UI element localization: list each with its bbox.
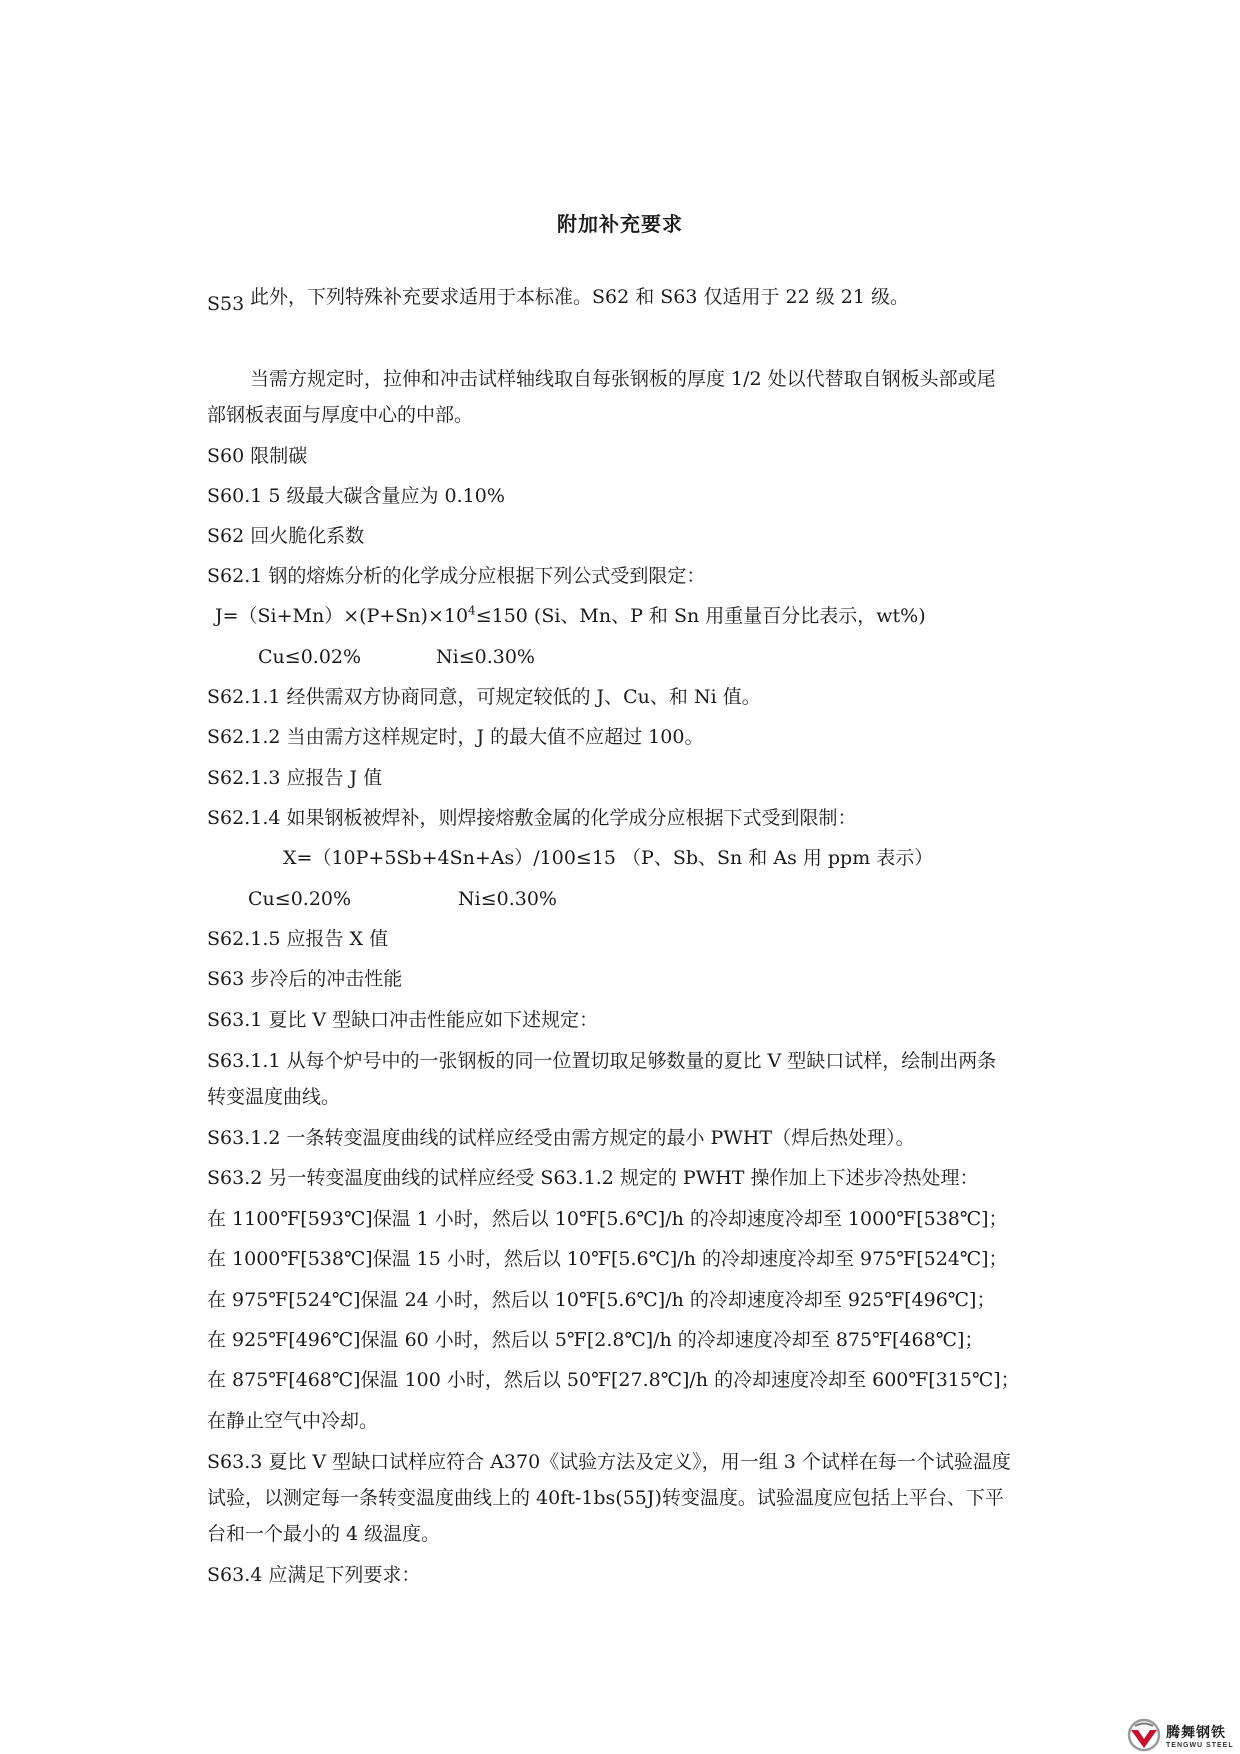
section-s53-heading: S53 bbox=[207, 293, 245, 315]
s53-text-line1: 当需方规定时，拉伸和冲击试样轴线取自每张钢板的厚度 1/2 处以代替取自钢板头部或尾 bbox=[250, 368, 996, 390]
ni-limit-1: Ni≤0.30% bbox=[436, 646, 535, 668]
formula-x: X=（10P+5Sb+4Sn+As）/100≤15 （P、Sb、Sn 和 As 用 ppm 表示） bbox=[283, 847, 934, 869]
s62-1-3-text: S62.1.3 应报告 J 值 bbox=[207, 767, 383, 789]
formula-j: $J=(Si+Mn)\times(P+Sn)\times 10^4\le 150$ (Si、Mn、P 和 Sn 用重量百分比表示，wt%) bbox=[215, 603, 926, 627]
s53-text-line2: 部钢板表面与厚度中心的中部。 bbox=[207, 404, 474, 426]
s63-3-text-line2: 试验，以测定每一条转变温度曲线上的 40ft-1bs(55J)转变温度。试验温度应包括上平台、下平 bbox=[207, 1487, 1004, 1509]
page-title: 附加补充要求 bbox=[557, 212, 683, 236]
s62-1-5-text: S62.1.5 应报告 X 值 bbox=[207, 928, 389, 950]
intro-paragraph: 此外，下列特殊补充要求适用于本标准。S62 和 S63 仅适用于 22 级 21 级。 bbox=[250, 286, 910, 308]
company-logo bbox=[1125, 1716, 1240, 1754]
s62-1-4-text: S62.1.4 如果钢板被焊补，则焊接熔敷金属的化学成分应根据下式受到限制： bbox=[207, 807, 857, 829]
s63-1-1-text-line2: 转变温度曲线。 bbox=[207, 1086, 341, 1108]
step-cool-line-4: 在 925℉[496℃]保温 60 小时，然后以 5℉[2.8℃]/h 的冷却速度冷却至 875℉[468℃]； bbox=[207, 1329, 984, 1351]
s62-1-text: S62.1 钢的熔炼分析的化学成分应根据下列公式受到限定： bbox=[207, 565, 706, 587]
s60-1-text: S60.1 5 级最大碳含量应为 0.10% bbox=[207, 485, 505, 507]
s63-3-text-line3: 台和一个最小的 4 级温度。 bbox=[207, 1523, 441, 1545]
logo-en-text: TENGWU STEEL bbox=[1166, 1741, 1234, 1749]
ni-limit-2: Ni≤0.30% bbox=[458, 888, 557, 910]
cu-limit-1: Cu≤0.02% bbox=[258, 646, 362, 668]
s62-1-2-text: S62.1.2 当由需方这样规定时，J 的最大值不应超过 100。 bbox=[207, 726, 704, 748]
still-air-cool-text: 在静止空气中冷却。 bbox=[207, 1410, 379, 1432]
logo-cn-text: 腾舞钢铁 bbox=[1166, 1724, 1226, 1741]
s62-1-1-text: S62.1.1 经供需双方协商同意，可规定较低的 J、Cu、和 Ni 值。 bbox=[207, 686, 761, 708]
step-cool-line-2: 在 1000℉[538℃]保温 15 小时，然后以 10℉[5.6℃]/h 的冷却速度冷却至 975℉[524℃]； bbox=[207, 1248, 1008, 1270]
s63-2-text: S63.2 另一转变温度曲线的试样应经受 S63.1.2 规定的 PWHT 操作加上下述步冷热处理： bbox=[207, 1167, 979, 1189]
step-cool-line-1: 在 1100℉[593℃]保温 1 小时，然后以 10℉[5.6℃]/h 的冷却速度冷却至 1000℉[538℃]； bbox=[207, 1208, 1008, 1230]
section-s63-heading: S63 步冷后的冲击性能 bbox=[207, 968, 403, 990]
s63-4-text: S63.4 应满足下列要求： bbox=[207, 1564, 421, 1586]
tengwu-logo-icon bbox=[1125, 1718, 1163, 1752]
s63-3-text-line1: S63.3 夏比 V 型缺口试样应符合 A370《试验方法及定义》，用一组 3 个试样在每一个试验温度 bbox=[207, 1451, 1011, 1473]
section-s60-heading: S60 限制碳 bbox=[207, 445, 308, 467]
s63-1-2-text: S63.1.2 一条转变温度曲线的试样应经受由需方规定的最小 PWHT（焊后热处理）。 bbox=[207, 1127, 915, 1149]
cu-limit-2: Cu≤0.20% bbox=[248, 888, 352, 910]
step-cool-line-5: 在 875℉[468℃]保温 100 小时，然后以 50℉[27.8℃]/h 的冷却速度冷却至 600℉[315℃]； bbox=[207, 1369, 1020, 1391]
section-s62-heading: S62 回火脆化系数 bbox=[207, 525, 365, 547]
s63-1-1-text-line1: S63.1.1 从每个炉号中的一张钢板的同一位置切取足够数量的夏比 V 型缺口试样，绘制出两条 bbox=[207, 1050, 997, 1072]
step-cool-line-3: 在 975℉[524℃]保温 24 小时，然后以 10℉[5.6℃]/h 的冷却速度冷却至 925℉[496℃]； bbox=[207, 1289, 996, 1311]
s63-1-text: S63.1 夏比 V 型缺口冲击性能应如下述规定： bbox=[207, 1009, 599, 1031]
